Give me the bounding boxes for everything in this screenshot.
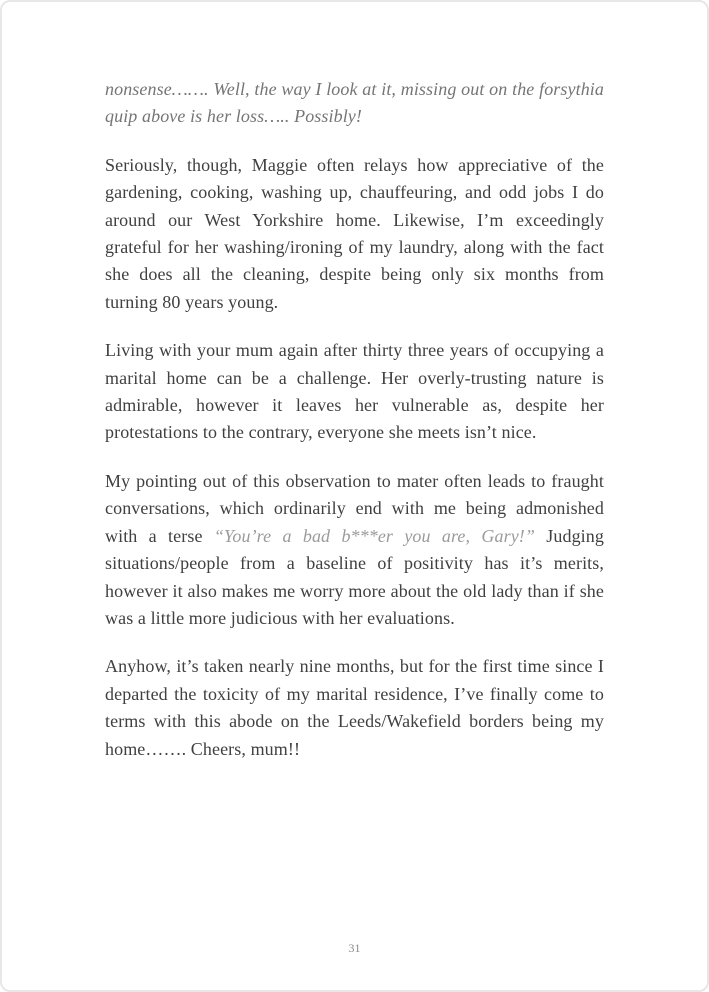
paragraph-living-with-mum: Living with your mum again after thirty three years of occupying a marital home can be a challenge. Her overly-trusting nature is admirable, however it leaves her vulnerable as, despite her protestations to the contrary, everyone she meets isn’t nice.: [105, 340, 604, 443]
paragraph-continuation-italic: nonsense……. Well, the way I look at it, missing out on the forsythia quip above is her loss….. Possibly!: [105, 79, 604, 127]
page-content: [2, 2, 707, 763]
paragraph-anyhow: Anyhow, it’s taken nearly nine months, but for the first time since I departed the toxicity of my marital residence, I’ve finally come to terms with this abode on the Leeds/Wakefield borders being my home……. Cheers, mum!!: [105, 656, 604, 759]
page-number: 31: [348, 941, 361, 955]
paragraph-seriously: Seriously, though, Maggie often relays how appreciative of the gardening, cooking, washing up, chauffeuring, and odd jobs I do around our West Yorkshire home. Likewise, I’m exceedingly grateful for her washing/ironing of my laundry, along with the fact she does all the cleaning, despite being only six months from turning 80 years young.: [105, 154, 604, 312]
inline-quote: “You’re a bad b***er you are, Gary!”: [213, 525, 535, 546]
paragraph-pointing-out: [105, 468, 604, 632]
paragraph-text-before-quote: My pointing out of this observation to mater often leads to fraught conversations, which ordinarily end with me being admonished with a terse: [105, 470, 604, 546]
paragraph-text-after-quote: Judging situations/people from a baseline of positivity has it’s merits, however it also makes me worry more about the old lady than if she was a little more judicious with her evaluations.: [105, 525, 604, 628]
